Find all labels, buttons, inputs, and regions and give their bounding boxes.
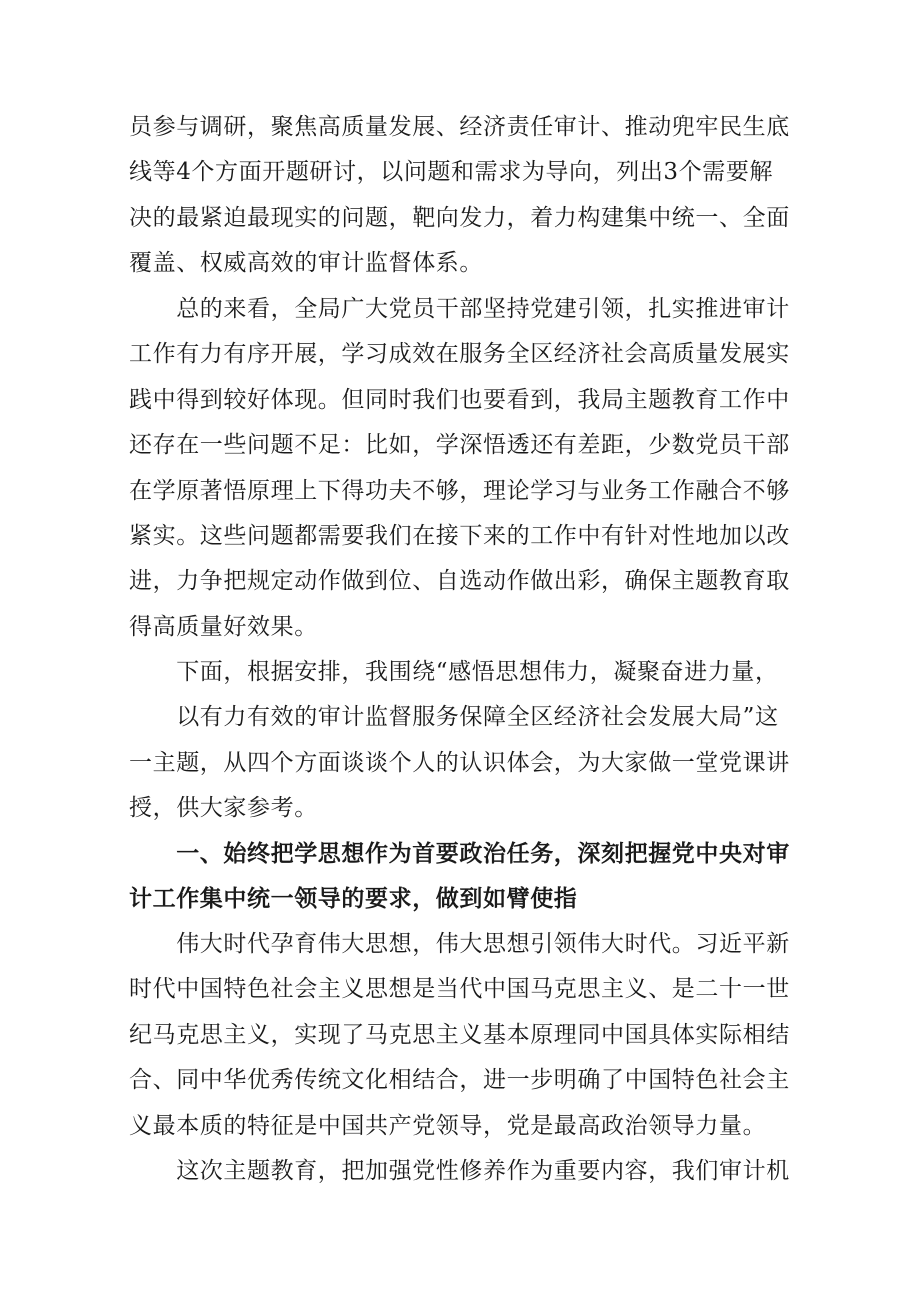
text-line: 紧实。这些问题都需要我们在接下来的工作中有针对性地加以改 <box>129 523 790 550</box>
text-line: 工作有力有序开展，学习成效在服务全区经济社会高质量发展实 <box>129 341 790 368</box>
heading-line: 计工作集中统一领导的要求，做到如臂使指 <box>129 886 578 913</box>
text-line: 总的来看，全局广大党员干部坚持党建引领，扎实推进审计 <box>129 296 790 322</box>
text-line: 时代中国特色社会主义思想是当代中国马克思主义、是二十一世 <box>129 976 790 1003</box>
paragraph-research-topics <box>129 105 799 287</box>
text-line: 决的最紧迫最现实的问题，靶向发力，着力构建集中统一、全面 <box>129 204 790 231</box>
text-line: 这次主题教育，把加强党性修养作为重要内容，我们审计机 <box>129 1158 790 1184</box>
heading-line: 一、始终把学思想作为首要政治任务，深刻把握党中央对审 <box>129 841 790 867</box>
paragraph-theme-education <box>129 1149 799 1194</box>
text-line: 纪马克思主义，实现了马克思主义基本原理同中国具体实际相结 <box>129 1021 790 1048</box>
text-line: 伟大时代孕育伟大思想，伟大思想引领伟大时代。习近平新 <box>129 931 790 957</box>
text-line: 义最本质的特征是中国共产党领导，党是最高政治领导力量。 <box>129 1112 767 1139</box>
text-line: 在学原著悟原理上下得功夫不够，理论学习与业务工作融合不够 <box>129 477 790 504</box>
text-line: 线等4个方面开题研讨，以问题和需求为导向，列出3个需要解 <box>129 159 774 186</box>
paragraph-overall-review <box>129 287 799 650</box>
text-line: 一主题，从四个方面谈谈个人的认识体会，为大家做一堂党课讲 <box>129 749 790 776</box>
text-line: 授，供大家参考。 <box>129 795 318 822</box>
paragraph-lecture-intro <box>129 650 799 832</box>
text-line: 覆盖、权威高效的审计监督体系。 <box>129 250 483 277</box>
text-line: 员参与调研，聚焦高质量发展、经济责任审计、推动兜牢民生底 <box>129 114 790 140</box>
text-line: 合、同中华优秀传统文化相结合，进一步明确了中国特色社会主 <box>129 1067 790 1094</box>
text-line: 进，力争把规定动作做到位、自选动作做出彩，确保主题教育取 <box>129 568 790 595</box>
section-heading-one <box>129 832 799 923</box>
text-line: 得高质量好效果。 <box>129 613 318 640</box>
text-line: 以有力有效的审计监督服务保障全区经济社会发展大局”这 <box>129 704 779 731</box>
text-line: 还存在一些问题不足：比如，学深悟透还有差距，少数党员干部 <box>129 432 790 459</box>
paragraph-great-thought <box>129 922 799 1149</box>
text-line: 践中得到较好体现。但同时我们也要看到，我局主题教育工作中 <box>129 386 790 413</box>
text-line: 下面，根据安排，我围绕“感悟思想伟力，凝聚奋进力量， <box>129 659 779 685</box>
